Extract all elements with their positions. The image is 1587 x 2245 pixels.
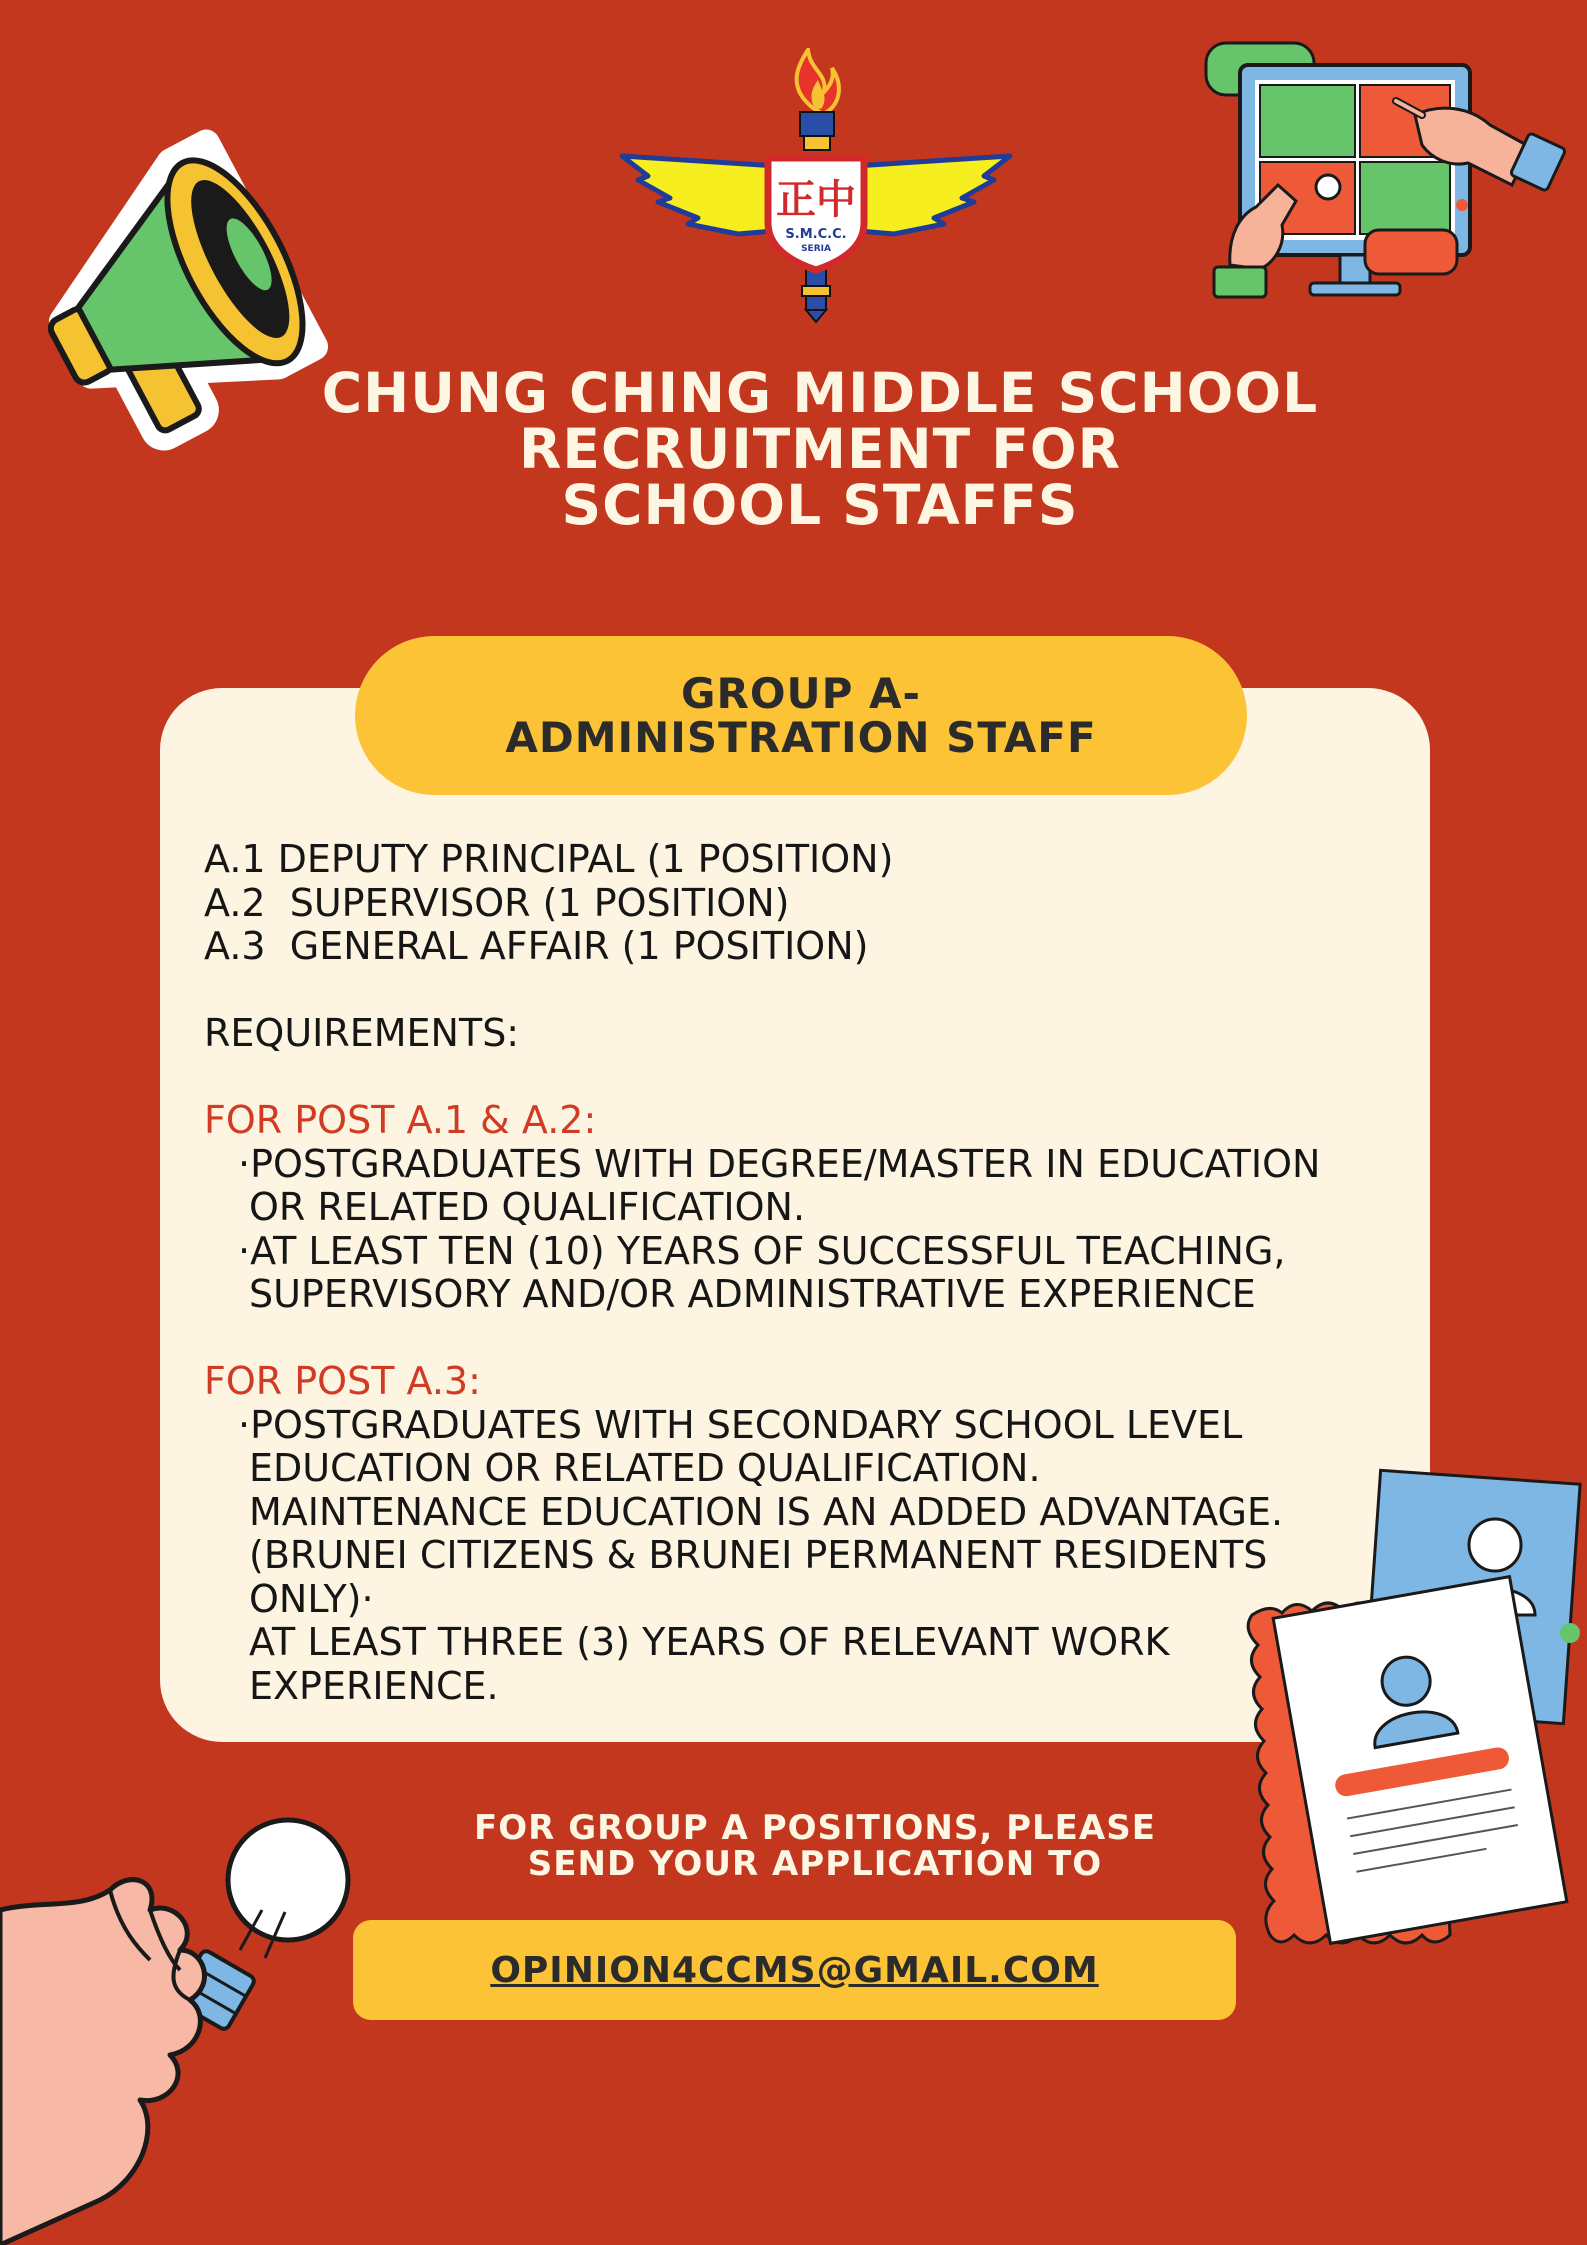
post-a3-heading: FOR POST A.3:: [204, 1359, 481, 1403]
requirement-line: EDUCATION OR RELATED QUALIFICATION.: [249, 1446, 1041, 1490]
resume-document-icon: [1240, 1465, 1585, 1995]
requirement-line: ONLY)·: [249, 1576, 374, 1621]
post-a1-a2-heading: FOR POST A.1 & A.2:: [204, 1098, 597, 1142]
group-header-line-2: ADMINISTRATION STAFF: [505, 712, 1097, 762]
card-content: [204, 838, 1404, 1708]
requirement-line: EXPERIENCE.: [249, 1663, 499, 1708]
position-a2: A.2 SUPERVISOR (1 POSITION): [204, 880, 790, 925]
footer-line-1: FOR GROUP A POSITIONS, PLEASE: [474, 1808, 1156, 1848]
requirement-line: ·POSTGRADUATES WITH SECONDARY SCHOOL LEVEL: [238, 1402, 1243, 1447]
requirement-line: ·POSTGRADUATES WITH DEGREE/MASTER IN EDUCATION: [238, 1141, 1321, 1186]
email-box: [353, 1920, 1236, 2020]
footer-instruction: [300, 1810, 1330, 1882]
requirement-line: (BRUNEI CITIZENS & BRUNEI PERMANENT RESIDENTS: [249, 1533, 1268, 1577]
position-a1: A.1 DEPUTY PRINCIPAL (1 POSITION): [204, 837, 894, 881]
group-header-line-1: GROUP A-: [681, 668, 921, 718]
requirement-line: OR RELATED QUALIFICATION.: [249, 1185, 806, 1229]
footer-line-2: SEND YOUR APPLICATION TO: [527, 1844, 1103, 1884]
requirement-line: AT LEAST THREE (3) YEARS OF RELEVANT WORK: [249, 1620, 1170, 1664]
logo-emblem-text: 正中: [776, 177, 856, 223]
page-title: [150, 361, 1490, 537]
requirement-line: ·AT LEAST TEN (10) YEARS OF SUCCESSFUL TEACHING,: [238, 1228, 1286, 1273]
title-line-3: SCHOOL STAFFS: [561, 473, 1079, 537]
requirement-line: MAINTENANCE EDUCATION IS AN ADDED ADVANTAGE.: [249, 1489, 1284, 1534]
logo-name-text: S.M.C.C.: [785, 227, 847, 242]
requirements-label: REQUIREMENTS:: [204, 1011, 520, 1055]
title-line-1: CHUNG CHING MIDDLE SCHOOL: [321, 361, 1319, 425]
logo-place-text: SERIA: [801, 244, 831, 254]
requirement-line: SUPERVISORY AND/OR ADMINISTRATIVE EXPERIENCE: [249, 1272, 1256, 1316]
computer-screen-icon: [1200, 35, 1575, 335]
title-line-2: RECRUITMENT FOR: [519, 417, 1121, 481]
group-header: [355, 636, 1247, 795]
position-a3: A.3 GENERAL AFFAIR (1 POSITION): [204, 924, 869, 968]
email-link[interactable]: OPINION4CCMS@GMAIL.COM: [490, 1949, 1099, 1991]
school-logo-icon: [618, 48, 1014, 324]
